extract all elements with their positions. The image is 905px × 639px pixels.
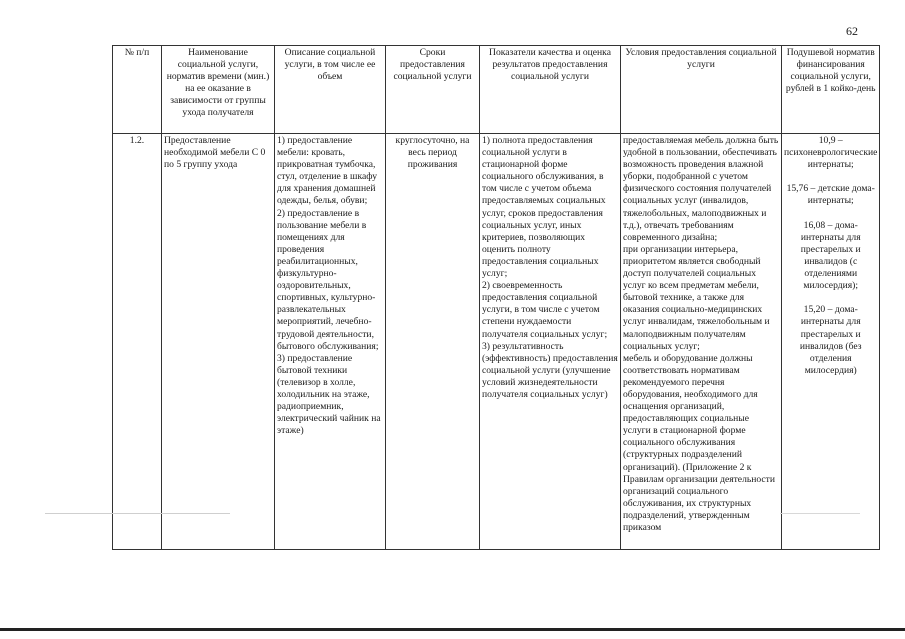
row-number: 1.2. <box>113 134 162 550</box>
header-description: Описание социальной услуги, в том числе ее объем <box>275 46 386 134</box>
row-terms: круглосуточно, на весь период проживания <box>386 134 480 550</box>
row-quality: 1) полнота предоставления социальной услуги в стационарной форме социального обслуживания, в том числе с учетом объема предоставляемых социальных услуг, сроков предоставления социальных услуг, иных критериев, позволяющих оценить полноту предоставления социальных услуг; 2) своевременность предоставления социальной услуги, в том числе с учетом степени нуждаемости получателя социальных услуг; 3) результативность (эффективность) предоставления социальной услуги (улучшение условий жизнедеятельности получателя социальных услуг) <box>480 134 621 550</box>
row-financing: 10,9 – психоневрологические интернаты; 15,76 – детские дома-интернаты; 16,08 – дома-интернаты для престарелых и инвалидов (с отделениями милосердия); 15,20 – дома-интернаты для престарелых и инвалидов (без отделения милосердия) <box>782 134 880 550</box>
header-financing: Подушевой норматив финансирования социальной услуги, рублей в 1 койко-день <box>782 46 880 134</box>
row-conditions: предоставляемая мебель должна быть удобной в пользовании, обеспечивать возможность проведения влажной уборки, подобранной с учетом физического состояния получателей социальных услуг (инвалидов, тяжелобольных, малоподвижных и т.д.), отвечать требованиям современного дизайна; при организации интерьера, приоритетом является свободный доступ получателей социальных услуг ко всем предметам мебели, бытовой технике, а также для оказания социально-медицинских услуг инвалидам, тяжелобольным и малоподвижным получателям социальных услуг; мебель и оборудование должны соответствовать нормативам рекомендуемого перечня оборудования, необходимого для оснащения организаций, предоставляющих социальные услуги в стационарной форме социального обслуживания (структурных подразделений организаций). (Приложение 2 к Правилам организации деятельности организаций социального обслуживания, их структурных подразделений, утвержденным приказом <box>621 134 782 550</box>
header-conditions: Условия предоставления социальной услуги <box>621 46 782 134</box>
page-number: 62 <box>846 24 858 38</box>
scan-artifact-line <box>780 513 860 514</box>
header-row <box>113 46 880 134</box>
scan-edge-bar <box>0 628 905 631</box>
header-number: № п/п <box>113 46 162 134</box>
header-service-name: Наименование социальной услуги, норматив времени (мин.) на ее оказание в зависимости от группы ухода получателя <box>162 46 275 134</box>
header-terms: Сроки предоставления социальной услуги <box>386 46 480 134</box>
header-quality: Показатели качества и оценка результатов предоставления социальной услуги <box>480 46 621 134</box>
table-row <box>113 134 880 550</box>
scan-artifact-line <box>45 513 230 514</box>
services-table <box>112 45 880 550</box>
row-service-name: Предоставление необходимой мебели С 0 по 5 группу ухода <box>162 134 275 550</box>
row-description: 1) предоставление мебели: кровать, прикроватная тумбочка, стул, отделение в шкафу для хранения домашней одежды, белья, обуви; 2) предоставление в пользование мебели в помещениях для проведения реабилитационных, физкультурно-оздоровительных, спортивных, культурно-развлекательных мероприятий, лечебно-трудовой деятельности, бытового обслуживания; 3) предоставление бытовой техники (телевизор в холле, холодильник на этаже, радиоприемник, электрический чайник на этаже) <box>275 134 386 550</box>
